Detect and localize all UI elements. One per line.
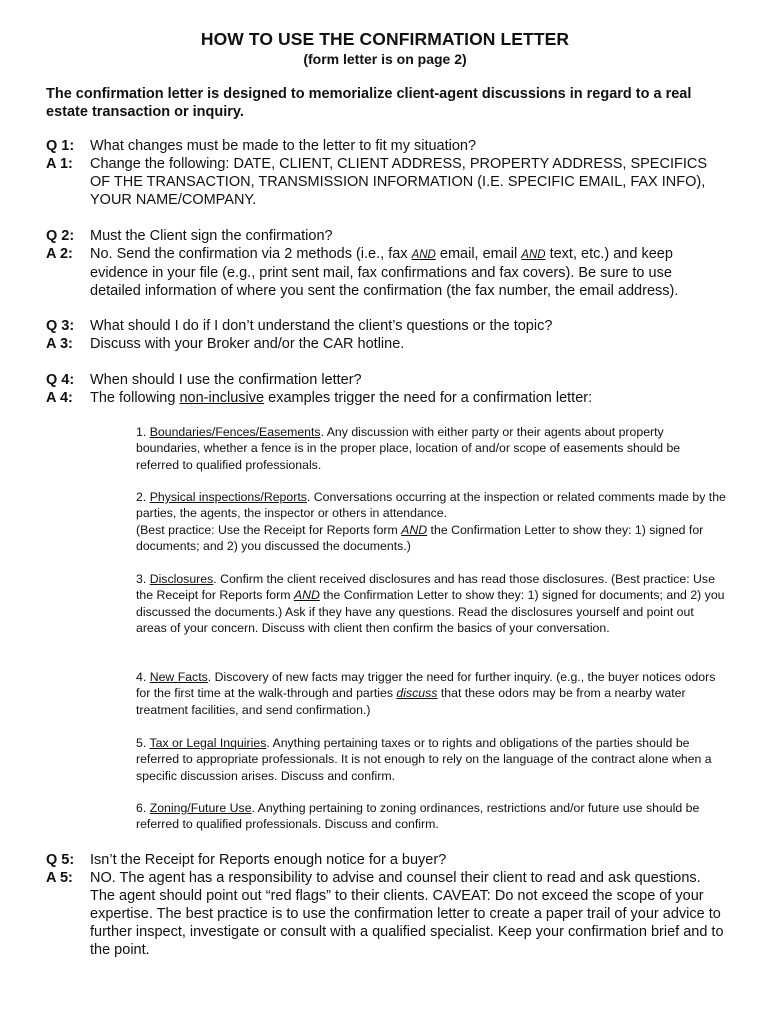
answer-label: A 2: (46, 246, 73, 262)
answer-segment: No. Send the confirmation via 2 methods (i.e., fax (90, 246, 412, 262)
page-title: HOW TO USE THE CONFIRMATION LETTER (200, 29, 570, 49)
item-number: 5. (136, 736, 150, 750)
answer-segment: examples trigger the need for a confirmation letter: (264, 390, 593, 406)
item-text: . Conversations occurring at the inspection or related comments made by the parties, the agents, the inspector or others in attendance. (136, 490, 726, 521)
item-number: 1. (136, 425, 150, 439)
answer-label: A 4: (46, 390, 73, 406)
list-item-4 (136, 669, 726, 718)
emphasis-and: AND (401, 522, 428, 537)
list-item-6 (136, 800, 726, 833)
answer-label: A 1: (46, 156, 73, 172)
question-text: When should I use the confirmation letter? (90, 372, 362, 388)
item-text: . Discovery of new facts may trigger the need for further inquiry. (e.g., the buyer notices odors for the first time at the walk-through and parties (136, 670, 716, 701)
qa-block-5 (46, 851, 726, 959)
question-row (46, 851, 726, 869)
answer-text (90, 245, 726, 300)
emphasis-and: AND (293, 588, 320, 603)
answer-label: A 3: (46, 336, 73, 352)
qa-block-2 (46, 227, 726, 300)
list-item-1 (136, 424, 726, 473)
intro-paragraph: The confirmation letter is designed to memorialize client-agent discussions in regard to a real estate transaction or inquiry. (46, 86, 692, 120)
answer-segment: text, etc.) and keep evidence in your file (e.g., print sent mail, fax confirmations and fax covers). Be sure to use detailed information of where you sent the confirmation (the fax number, the email address). (90, 246, 679, 299)
answer-text: Discuss with your Broker and/or the CAR hotline. (90, 336, 405, 352)
question-row (46, 137, 726, 155)
answer-row (46, 389, 726, 407)
item-text: . Anything pertaining taxes or to rights and obligations of the parties should be referred to appropriate professionals. It is not enough to rely on the language of the contract alone when a specific discussion arises. Discuss and confirm. (136, 736, 712, 783)
item-text: . Any discussion with either party or their agents about property boundaries, whether a fence is in the proper place, location of and/or scope of easements should be referred to qualified professionals. (136, 425, 681, 472)
question-label: Q 5: (46, 852, 75, 868)
item-heading: Zoning/Future Use (149, 801, 252, 815)
emphasis-and: AND (411, 249, 436, 261)
item-heading: New Facts (149, 670, 208, 684)
emphasis-and: AND (521, 249, 546, 261)
item-heading: Boundaries/Fences/Easements (149, 425, 321, 439)
question-label: Q 4: (46, 372, 75, 388)
answer-row (46, 869, 726, 959)
question-text: Must the Client sign the confirmation? (90, 228, 333, 244)
answer-segment: email, email (435, 246, 522, 262)
answer-text: NO. The agent has a responsibility to advise and counsel their client to read and ask questions. The agent should point out “red flags” to their clients. CAVEAT: Do not exceed the scope of your expertise. The best practice is to use the confirmation letter to create a paper trail of your advice to further inspect, investigate or consult with a qualified specialist. Keep your confirmation brief and to the point. (90, 870, 724, 958)
list-item-5 (136, 735, 726, 784)
item-heading: Disclosures (149, 572, 214, 586)
item-text: . Confirm the client received disclosures and has read those disclosures. (Best practice: Use the Receipt for Reports form (136, 572, 715, 603)
question-label: Q 1: (46, 138, 75, 154)
question-label: Q 2: (46, 228, 75, 244)
qa-block-3 (46, 317, 726, 353)
question-row (46, 371, 726, 389)
answer-text (90, 389, 726, 407)
item-text: that these odors may be from a nearby water treatment facilities, and send confirmation.) (136, 686, 686, 717)
item-number: 6. (136, 801, 150, 815)
question-label: Q 3: (46, 318, 75, 334)
item-text: the Confirmation Letter to show they: 1) signed for documents; and 2) you discussed the documents.) Ask if they have any questions. Read the disclosures yourself and point out areas of your concern. Discuss with client then confirm the basics of your conversation. (136, 588, 725, 636)
answer-row (46, 335, 726, 353)
emphasis-non-inclusive: non-inclusive (179, 390, 265, 406)
answer-row (46, 155, 726, 209)
item-number: 4. (136, 670, 150, 684)
answer-row (46, 245, 726, 300)
list-item-3 (136, 571, 726, 637)
item-heading: Physical inspections/Reports (149, 490, 307, 504)
answer-label: A 5: (46, 870, 73, 886)
list-item-2 (136, 489, 726, 555)
item-number: 2. (136, 490, 150, 504)
qa-block-1 (46, 137, 726, 209)
question-text: What changes must be made to the letter to fit my situation? (90, 138, 477, 154)
item-number: 3. (136, 572, 150, 586)
item-text: (Best practice: Use the Receipt for Reports form (136, 522, 402, 537)
item-heading: Tax or Legal Inquiries (149, 736, 267, 750)
question-text: What should I do if I don’t understand the client’s questions or the topic? (90, 318, 553, 334)
item-text: the Confirmation Letter to show they: 1) signed for documents; and 2) you discussed the documents.) (136, 522, 704, 554)
question-row (46, 317, 726, 335)
item-text: . Anything pertaining to zoning ordinances, restrictions and/or future use should be referred to qualified professionals. Discuss and confirm. (136, 801, 700, 832)
emphasis-discuss: discuss (396, 686, 438, 701)
question-row (46, 227, 726, 245)
page-subtitle: (form letter is on page 2) (303, 51, 467, 67)
answer-segment: The following (90, 390, 180, 406)
answer-text: Change the following: DATE, CLIENT, CLIENT ADDRESS, PROPERTY ADDRESS, SPECIFICS OF THE TRANSACTION, TRANSMISSION INFORMATION (I.E. SPECIFIC EMAIL, FAX INFO), YOUR NAME/COMPANY. (90, 156, 708, 208)
qa-block-4 (46, 371, 726, 407)
question-text: Isn’t the Receipt for Reports enough notice for a buyer? (90, 852, 447, 868)
